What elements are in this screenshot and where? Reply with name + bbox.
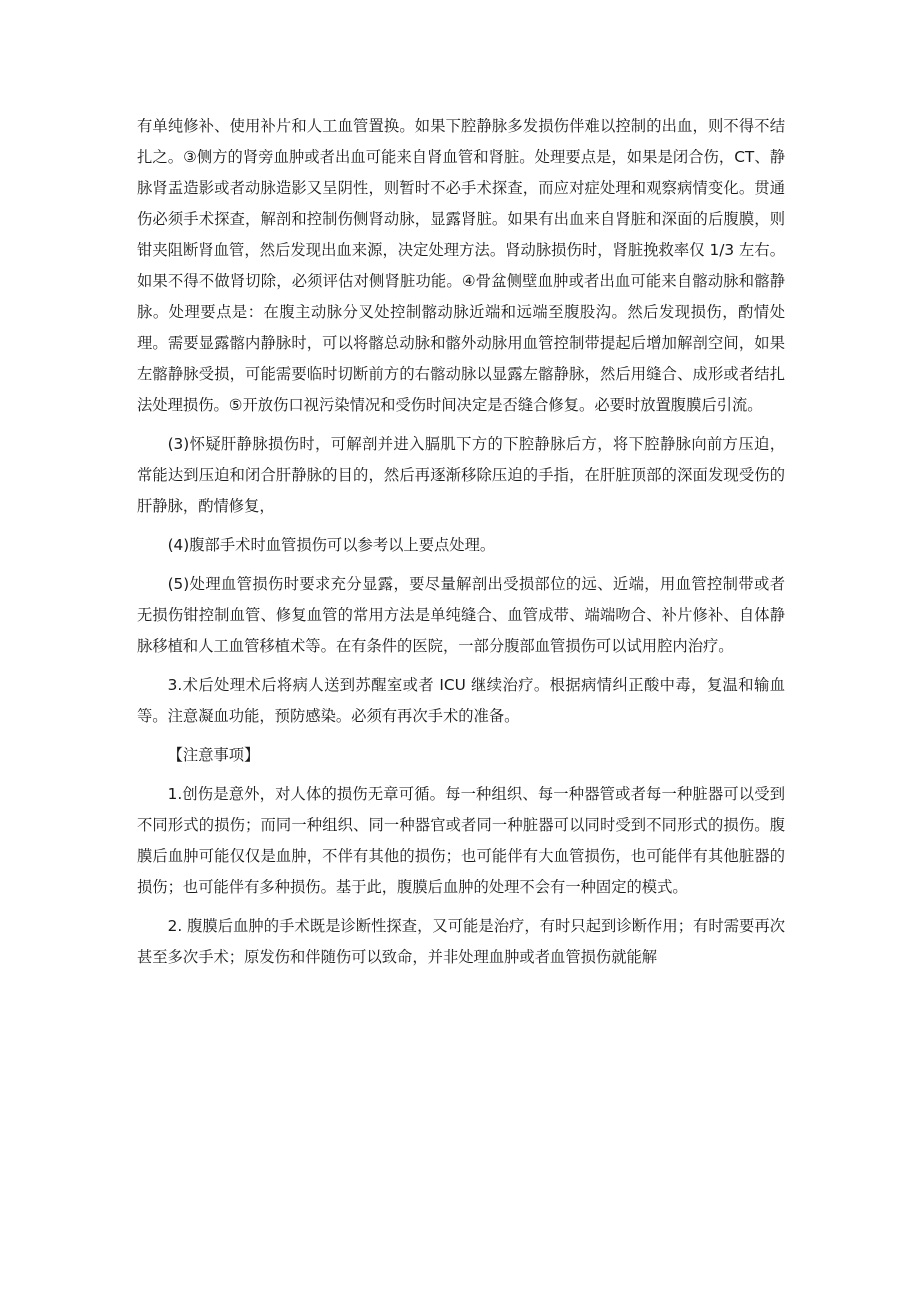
document-body — [137, 111, 785, 981]
paragraph-postop-care: 3.术后处理术后将病人送到苏醒室或者 ICU 继续治疗。根据病情纠正酸中毒，复温和输血等。注意凝血功能，预防感染。必须有再次手术的准备。 — [137, 676, 785, 725]
paragraph-item-4: (4)腹部手术时血管损伤可以参考以上要点处理。 — [167, 536, 496, 554]
paragraph-note-1: 1.创伤是意外，对人体的损伤无章可循。每一种组织、每一种器管或者每一种脏器可以受到不同形式的损伤；而同一种组织、同一种器官或者同一种脏器可以同时受到不同形式的损伤。腹膜后血肿可能仅仅是血肿，不伴有其他的损伤；也可能伴有大血管损伤，也可能伴有其他脏器的损伤；也可能伴有多种损伤。基于此，腹膜后血肿的处理不会有一种固定的模式。 — [137, 785, 785, 896]
section-heading-notes: 【注意事项】 — [167, 746, 260, 764]
paragraph-item-3: (3)怀疑肝静脉损伤时，可解剖并进入膈肌下方的下腔静脉后方，将下腔静脉向前方压迫，常能达到压迫和闭合肝静脉的目的，然后再逐渐移除压迫的手指，在肝脏顶部的深面发现受伤的肝静脉，酌情修复， — [137, 435, 785, 515]
paragraph-note-2: 2. 腹膜后血肿的手术既是诊断性探查，又可能是治疗，有时只起到诊断作用；有时需要再次甚至多次手术；原发伤和伴随伤可以致命，并非处理血肿或者血管损伤就能解 — [137, 917, 785, 966]
paragraph-continuation: 有单纯修补、使用补片和人工血管置换。如果下腔静脉多发损伤伴难以控制的出血，则不得不结扎之。③侧方的肾旁血肿或者出血可能来自肾血管和肾脏。处理要点是，如果是闭合伤，CT、静脉肾盂造影或者动脉造影又呈阴性，则暂时不必手术探查，而应对症处理和观察病情变化。贯通伤必须手术探查，解剖和控制伤侧肾动脉，显露肾脏。如果有出血来自肾脏和深面的后腹膜，则钳夹阻断肾血管，然后发现出血来源，决定处理方法。肾动脉损伤时，肾脏挽救率仅 1/3 左右。如果不得不做肾切除，必须评估对侧肾脏功能。④骨盆侧壁血肿或者出血可能来自髂动脉和髂静脉。处理要点是：在腹主动脉分叉处控制髂动脉近端和远端至腹股沟。然后发现损伤，酌情处理。需要显露髂内静脉时，可以将髂总动脉和髂外动脉用血管控制带提起后增加解剖空间，如果左髂静脉受损，可能需要临时切断前方的右髂动脉以显露左髂静脉，然后用缝合、成形或者结扎法处理损伤。⑤开放伤口视污染情况和受伤时间决定是否缝合修复。必要时放置腹膜后引流。 — [137, 117, 785, 414]
paragraph-item-5: (5)处理血管损伤时要求充分显露，要尽量解剖出受损部位的远、近端，用血管控制带或者无损伤钳控制血管、修复血管的常用方法是单纯缝合、血管成带、端端吻合、补片修补、自体静脉移植和人工血管移植术等。在有条件的医院，一部分腹部血管损伤可以试用腔内治疗。 — [137, 575, 785, 655]
